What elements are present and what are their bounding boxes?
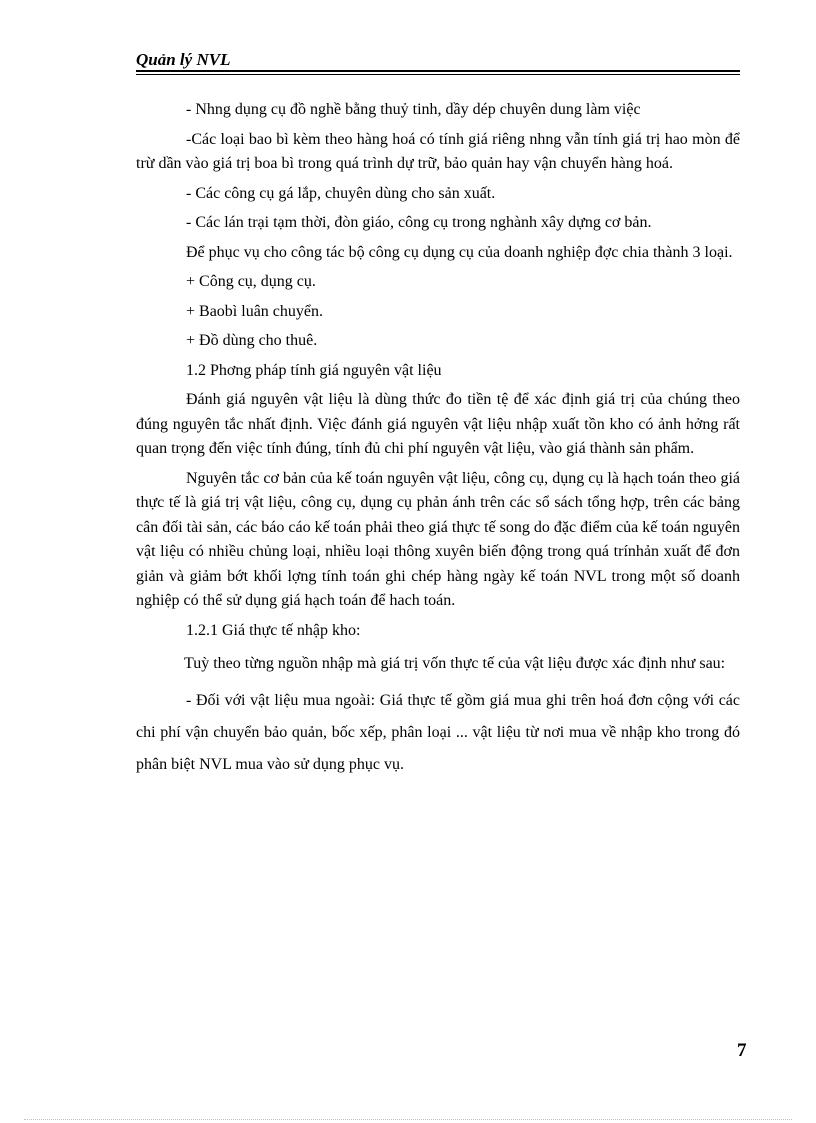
paragraph: Đánh giá nguyên vật liệu là dùng thức đo tiền tệ để xác định giá trị của chúng theo đúng nguyên tắc nhất định. Việc đánh giá nguyên vật liệu nhập xuất tồn kho có ảnh hởng rất quan trọng đến việc tính đúng, tính đủ chi phí nguyên vật liệu, vào giá thành sản phẩm.: [136, 391, 740, 457]
header-title: Quản lý NVL: [136, 50, 231, 69]
list-item: + Công cụ, dụng cụ.: [186, 273, 316, 290]
list-item: + Đồ dùng cho thuê.: [186, 332, 318, 349]
header-rule-thick: [136, 70, 740, 72]
list-item: + Baobì luân chuyển.: [186, 302, 323, 320]
paragraph: Nguyên tắc cơ bản của kế toán nguyên vật liệu, công cụ, dụng cụ là hạch toán theo giá thực tế là giá trị vật liệu, công cụ, dụng cụ phản ánh trên các sổ sách tổng hợp, trên các bảng cân đối tài sản, các báo cáo kế toán phải theo giá thực tế song do đặc điểm của kế toán nguyên vật liệu có nhiều chủng loại, nhiều loại thông xuyên biến động trong quá trínhản xuất để đơn giản và giảm bớt khối lợng tính toán ghi chép hàng ngày kế toán NVL trong một số doanh nghiệp có thể sử dụng giá hạch toán để hach toán.: [136, 469, 741, 609]
section-heading: 1.2.1 Giá thực tế nhập kho:: [186, 621, 361, 639]
paragraph: -Các loại bao bì kèm theo hàng hoá có tính giá riêng nhng vẫn tính giá trị hao mòn để trừ dần vào giá trị boa bì trong quá trình dự trữ, bảo quản hay vận chuyển hàng hoá.: [136, 130, 740, 172]
section-heading: 1.2 Phơng pháp tính giá nguyên vật liệu: [186, 361, 442, 379]
page-number: 7: [737, 1040, 747, 1061]
paragraph: - Đối với vật liệu mua ngoài: Giá thực tế gồm giá mua ghi trên hoá đơn cộng với các chi phí vận chuyển bảo quản, bốc xếp, phân loại ... vật liệu từ nơi mua về nhập kho trong đó phân biệt NVL mua vào sử dụng phục vụ.: [136, 692, 740, 773]
paragraph: - Nhng dụng cụ đồ nghề bằng thuỷ tinh, dầy dép chuyên dung làm việc: [186, 101, 641, 118]
paragraph: Để phục vụ cho công tác bộ công cụ dụng cụ của doanh nghiệp đợc chia thành 3 loại.: [186, 243, 733, 261]
paragraph: - Các công cụ gá lắp, chuyên dùng cho sản xuất.: [186, 184, 496, 202]
header-rule-thin: [136, 74, 740, 75]
footer-dotted-line: [24, 1119, 792, 1120]
paragraph: - Các lán trại tạm thời, đòn giáo, công cụ trong nghành xây dựng cơ bản.: [186, 214, 652, 231]
body-text: [136, 98, 740, 786]
paragraph: Tuỳ theo từng nguồn nhập mà giá trị vốn thực tế của vật liệu được xác định như sau:: [184, 655, 726, 672]
